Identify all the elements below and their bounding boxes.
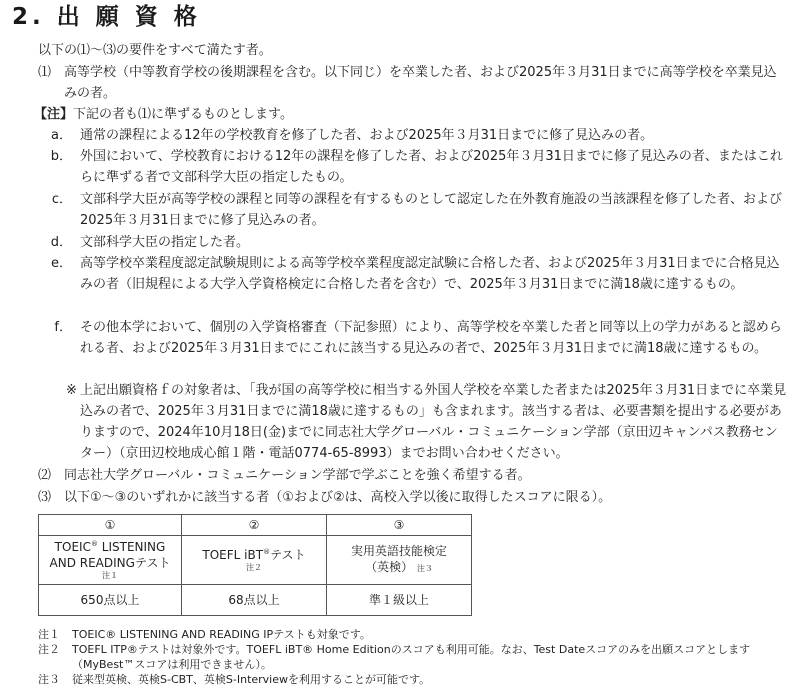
requirement-1 xyxy=(38,62,788,104)
table-test-row xyxy=(39,536,472,585)
table-header-cell: ③ xyxy=(327,515,472,536)
footnote-ref: 注１ xyxy=(102,571,118,580)
list-item-text: 文部科学大臣が高等学校の課程と同等の課程を有するものとして認定した在外教育施設の当該課程を修了した者、および2025年３月31日までに修了見込みの者。 xyxy=(80,192,783,228)
list-item-marker: f． xyxy=(54,320,72,335)
asterisk-note xyxy=(66,380,790,464)
asterisk-text: 上記出願資格ｆの対象者は、「我が国の高等学校に相当する外国人学校を卒業した者または2025年３月31日までに卒業見込みの者で、2025年３月31日までに満18歳に達するもの」も含まれます。該当する者は、必要書類を提出する必要がありますので、2024年10月18日(金)までに同志社大学グローバル・コミュニケーション学部（京田辺キャンパス教務センター）（京田辺校地成心館１階・電話0774-65-8993）までお問い合わせください。 xyxy=(80,383,787,461)
score-cell: 準１級以上 xyxy=(327,585,472,616)
list-item-b xyxy=(50,146,790,188)
score-cell: 650点以上 xyxy=(39,585,182,616)
asterisk-marker: ※ xyxy=(66,383,77,398)
list-item-marker: c． xyxy=(51,192,72,207)
test-cell-toeic: TOEIC® LISTENING AND READINGテスト 注１ xyxy=(39,536,182,585)
list-item-c xyxy=(50,189,790,231)
footnotes xyxy=(38,627,788,687)
list-item-d xyxy=(50,232,790,253)
list-item-e xyxy=(50,253,790,295)
list-item-text: その他本学において、個別の入学資格審査（下記参照）により、高等学校を卒業した者と同等以上の学力があると認められる者、および2025年３月31日までにこれに該当する見込みの者で、2025年３月31日までに満18歳に達するもの。 xyxy=(80,320,782,356)
score-cell: 68点以上 xyxy=(182,585,327,616)
intro-text: 以下の⑴～⑶の要件をすべて満たす者。 xyxy=(38,43,272,58)
footnote-3: 注３ 従来型英検、英検S-CBT、英検S-Interviewを利用することが可能です。 xyxy=(38,673,431,686)
list-item-marker: d． xyxy=(50,235,72,250)
footnote-1: 注１ TOEIC® LISTENING AND READING IPテストも対象です。 xyxy=(38,628,371,641)
list-item-text: 高等学校卒業程度認定試験規則による高等学校卒業程度認定試験に合格した者、および2025年３月31日までに合格見込みの者（旧規程による大学入学資格検定に合格した者を含む）で、2025年３月31日までに満18歳に達するもの。 xyxy=(80,256,780,292)
requirement-2-text: 同志社大学グローバル・コミュニケーション学部で学ぶことを強く希望する者。 xyxy=(64,468,531,483)
score-table xyxy=(38,514,472,616)
note-label: 【注】 xyxy=(34,107,74,122)
section-title: 2. 出 願 資 格 xyxy=(12,4,201,30)
table-header-row xyxy=(39,515,472,536)
list-item-marker: b． xyxy=(50,149,72,164)
footnote-ref: 注３ xyxy=(416,564,433,573)
requirement-1-marker: ⑴ xyxy=(38,65,52,80)
requirement-2 xyxy=(38,465,788,486)
requirement-3 xyxy=(38,487,788,508)
note-text: 下記の者も⑴に準ずるものとします。 xyxy=(73,107,293,122)
list-item-text: 外国において、学校教育における12年の課程を修了した者、および2025年３月31日までに修了見込みの者、またはこれらに準ずる者で文部科学大臣の指定したもの。 xyxy=(80,149,783,185)
requirement-3-marker: ⑶ xyxy=(38,490,52,505)
list-item-a xyxy=(50,125,790,146)
table-score-row xyxy=(39,585,472,616)
list-item-marker: a． xyxy=(51,128,72,143)
list-item-marker: e． xyxy=(51,256,72,271)
table-header-cell: ② xyxy=(182,515,327,536)
list-item-f xyxy=(50,317,790,359)
requirement-3-text: 以下①～③のいずれかに該当する者（①および②は、高校入学以後に取得したスコアに限る）。 xyxy=(64,490,612,505)
footnote-2: 注２ TOEFL ITP®テストは対象外です。TOEFL iBT® Home Editionのスコアも利用可能。なお、Test Dateスコアのみを出願スコアとします（MyBest™スコアは利用できません）。 xyxy=(38,643,751,671)
footnote-ref: 注２ xyxy=(246,563,262,572)
table-header-cell: ① xyxy=(39,515,182,536)
test-cell-eiken: 実用英語技能検定 （英検） 注３ xyxy=(327,536,472,585)
requirement-1-text: 高等学校（中等教育学校の後期課程を含む。以下同じ）を卒業した者、および2025年３月31日までに高等学校を卒業見込みの者。 xyxy=(64,65,777,101)
note-heading xyxy=(34,104,293,125)
list-item-text: 文部科学大臣の指定した者。 xyxy=(80,235,250,250)
requirement-2-marker: ⑵ xyxy=(38,468,52,483)
list-item-text: 通常の課程による12年の学校教育を修了した者、および2025年３月31日までに修了見込みの者。 xyxy=(80,128,654,143)
test-cell-toefl: TOEFL iBT®テスト 注２ xyxy=(182,536,327,585)
